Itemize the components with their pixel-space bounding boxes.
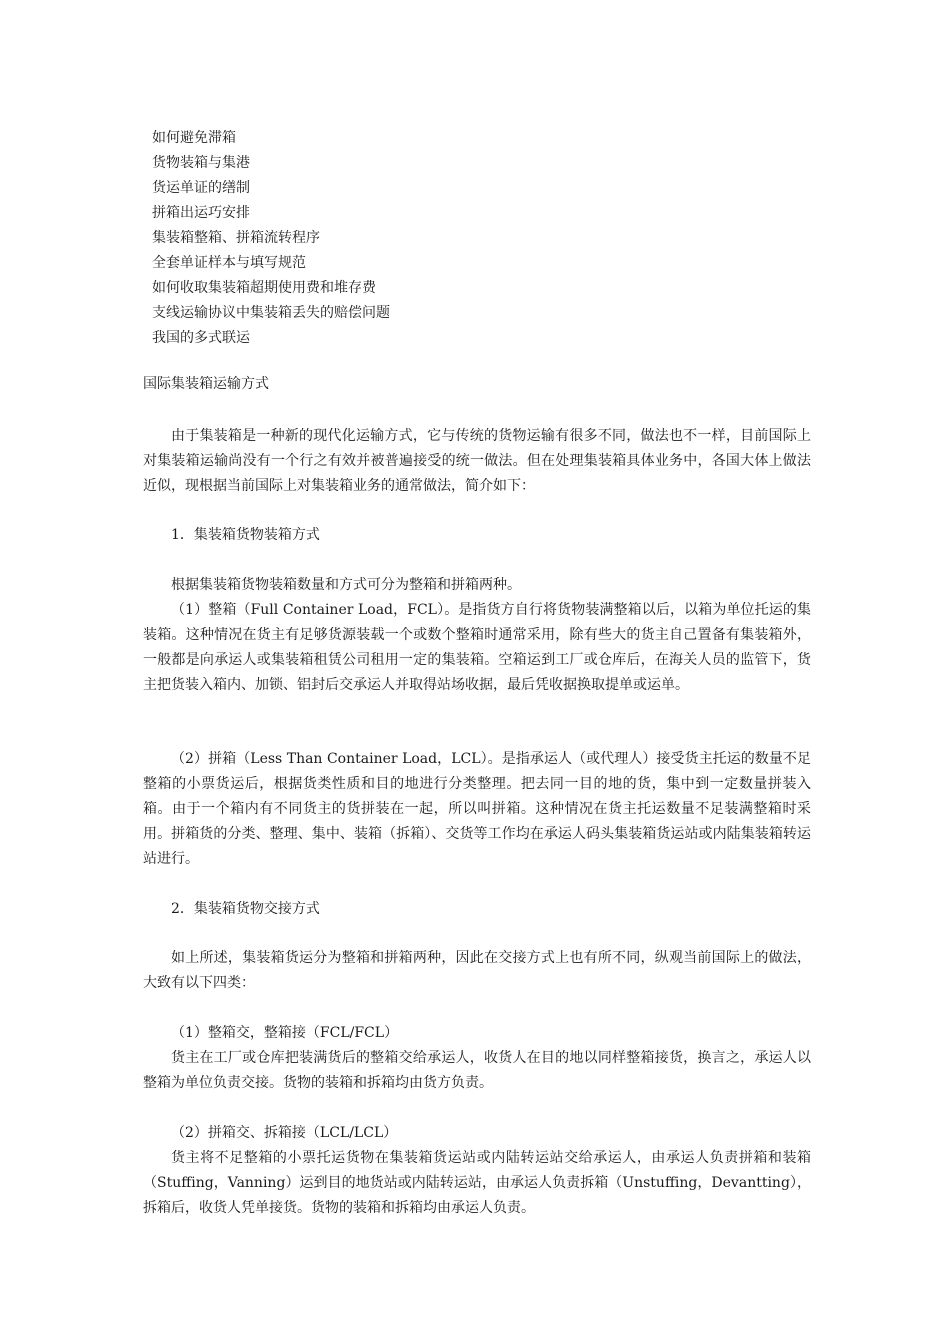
- topic-item: 拼箱出运巧安排: [152, 205, 250, 221]
- document-title: 国际集装箱运输方式: [143, 376, 269, 392]
- fcl-fcl-body: 货主在工厂或仓库把装满货后的整箱交给承运人，收货人在目的地以同样整箱接货，换言之，承运人以整箱为单位负责交接。货物的装箱和拆箱均由货方负责。: [143, 1050, 811, 1091]
- topic-item: 集装箱整箱、拼箱流转程序: [152, 230, 320, 246]
- topic-item: 货运单证的缮制: [152, 180, 250, 196]
- fcl-fcl-title: （1）整箱交，整箱接（FCL/FCL）: [171, 1025, 399, 1041]
- topic-item: 我国的多式联运: [152, 330, 250, 346]
- fcl-paragraph: （1）整箱（Full Container Load，FCL）。是指货方自行将货物装满整箱以后，以箱为单位托运的集装箱。这种情况在货主有足够货源装载一个或数个整箱时通常采用，除有些大的货主自己置备有集装箱外，一般都是向承运人或集装箱租赁公司租用一定的集装箱。空箱运到工厂或仓库后，在海关人员的监管下，货主把货装入箱内、加锁、铝封后交承运人并取得站场收据，最后凭收据换取提单或运单。: [143, 602, 811, 693]
- topic-item: 货物装箱与集港: [152, 155, 250, 171]
- lcl-paragraph: （2）拼箱（Less Than Container Load，LCL）。是指承运人（或代理人）接受货主托运的数量不足整箱的小票货运后，根据货类性质和目的地进行分类整理。把去同一目的地的货，集中到一定数量拼装入箱。由于一个箱内有不同货主的货拼装在一起，所以叫拼箱。这种情况在货主托运数量不足装满整箱时采用。拼箱货的分类、整理、集中、装箱（拆箱）、交货等工作均在承运人码头集装箱货运站或内陆集装箱转运站进行。: [143, 751, 811, 867]
- topic-item: 如何收取集装箱超期使用费和堆存费: [152, 280, 376, 296]
- topic-item: 全套单证样本与填写规范: [152, 255, 306, 271]
- section-2-heading: 2．集装箱货物交接方式: [171, 901, 320, 917]
- lcl-lcl-body: 货主将不足整箱的小票托运货物在集装箱货运站或内陆转运站交给承运人，由承运人负责拼箱和装箱（Stuffing，Vanning）运到目的地货站或内陆转运站，由承运人负责拆箱（Unstuffing，Devantting），拆箱后，收货人凭单接货。货物的装箱和拆箱均由承运人负责。: [143, 1150, 811, 1216]
- topic-item: 如何避免滞箱: [152, 130, 236, 146]
- intro-paragraph: 由于集装箱是一种新的现代化运输方式，它与传统的货物运输有很多不同，做法也不一样，目前国际上对集装箱运输尚没有一个行之有效并被普遍接受的统一做法。但在处理集装箱具体业务中，各国大体上做法近似，现根据当前国际上对集装箱业务的通常做法，简介如下：: [143, 428, 811, 494]
- section-2-lead: 如上所述，集装箱货运分为整箱和拼箱两种，因此在交接方式上也有所不同，纵观当前国际上的做法，大致有以下四类：: [143, 950, 811, 991]
- lcl-lcl-title: （2）拼箱交、拆箱接（LCL/LCL）: [171, 1125, 398, 1141]
- topic-item: 支线运输协议中集装箱丢失的赔偿问题: [152, 305, 390, 321]
- section-1-heading: 1．集装箱货物装箱方式: [171, 527, 320, 543]
- topic-list: [152, 126, 390, 351]
- section-1-lead: 根据集装箱货物装箱数量和方式可分为整箱和拼箱两种。: [171, 577, 521, 593]
